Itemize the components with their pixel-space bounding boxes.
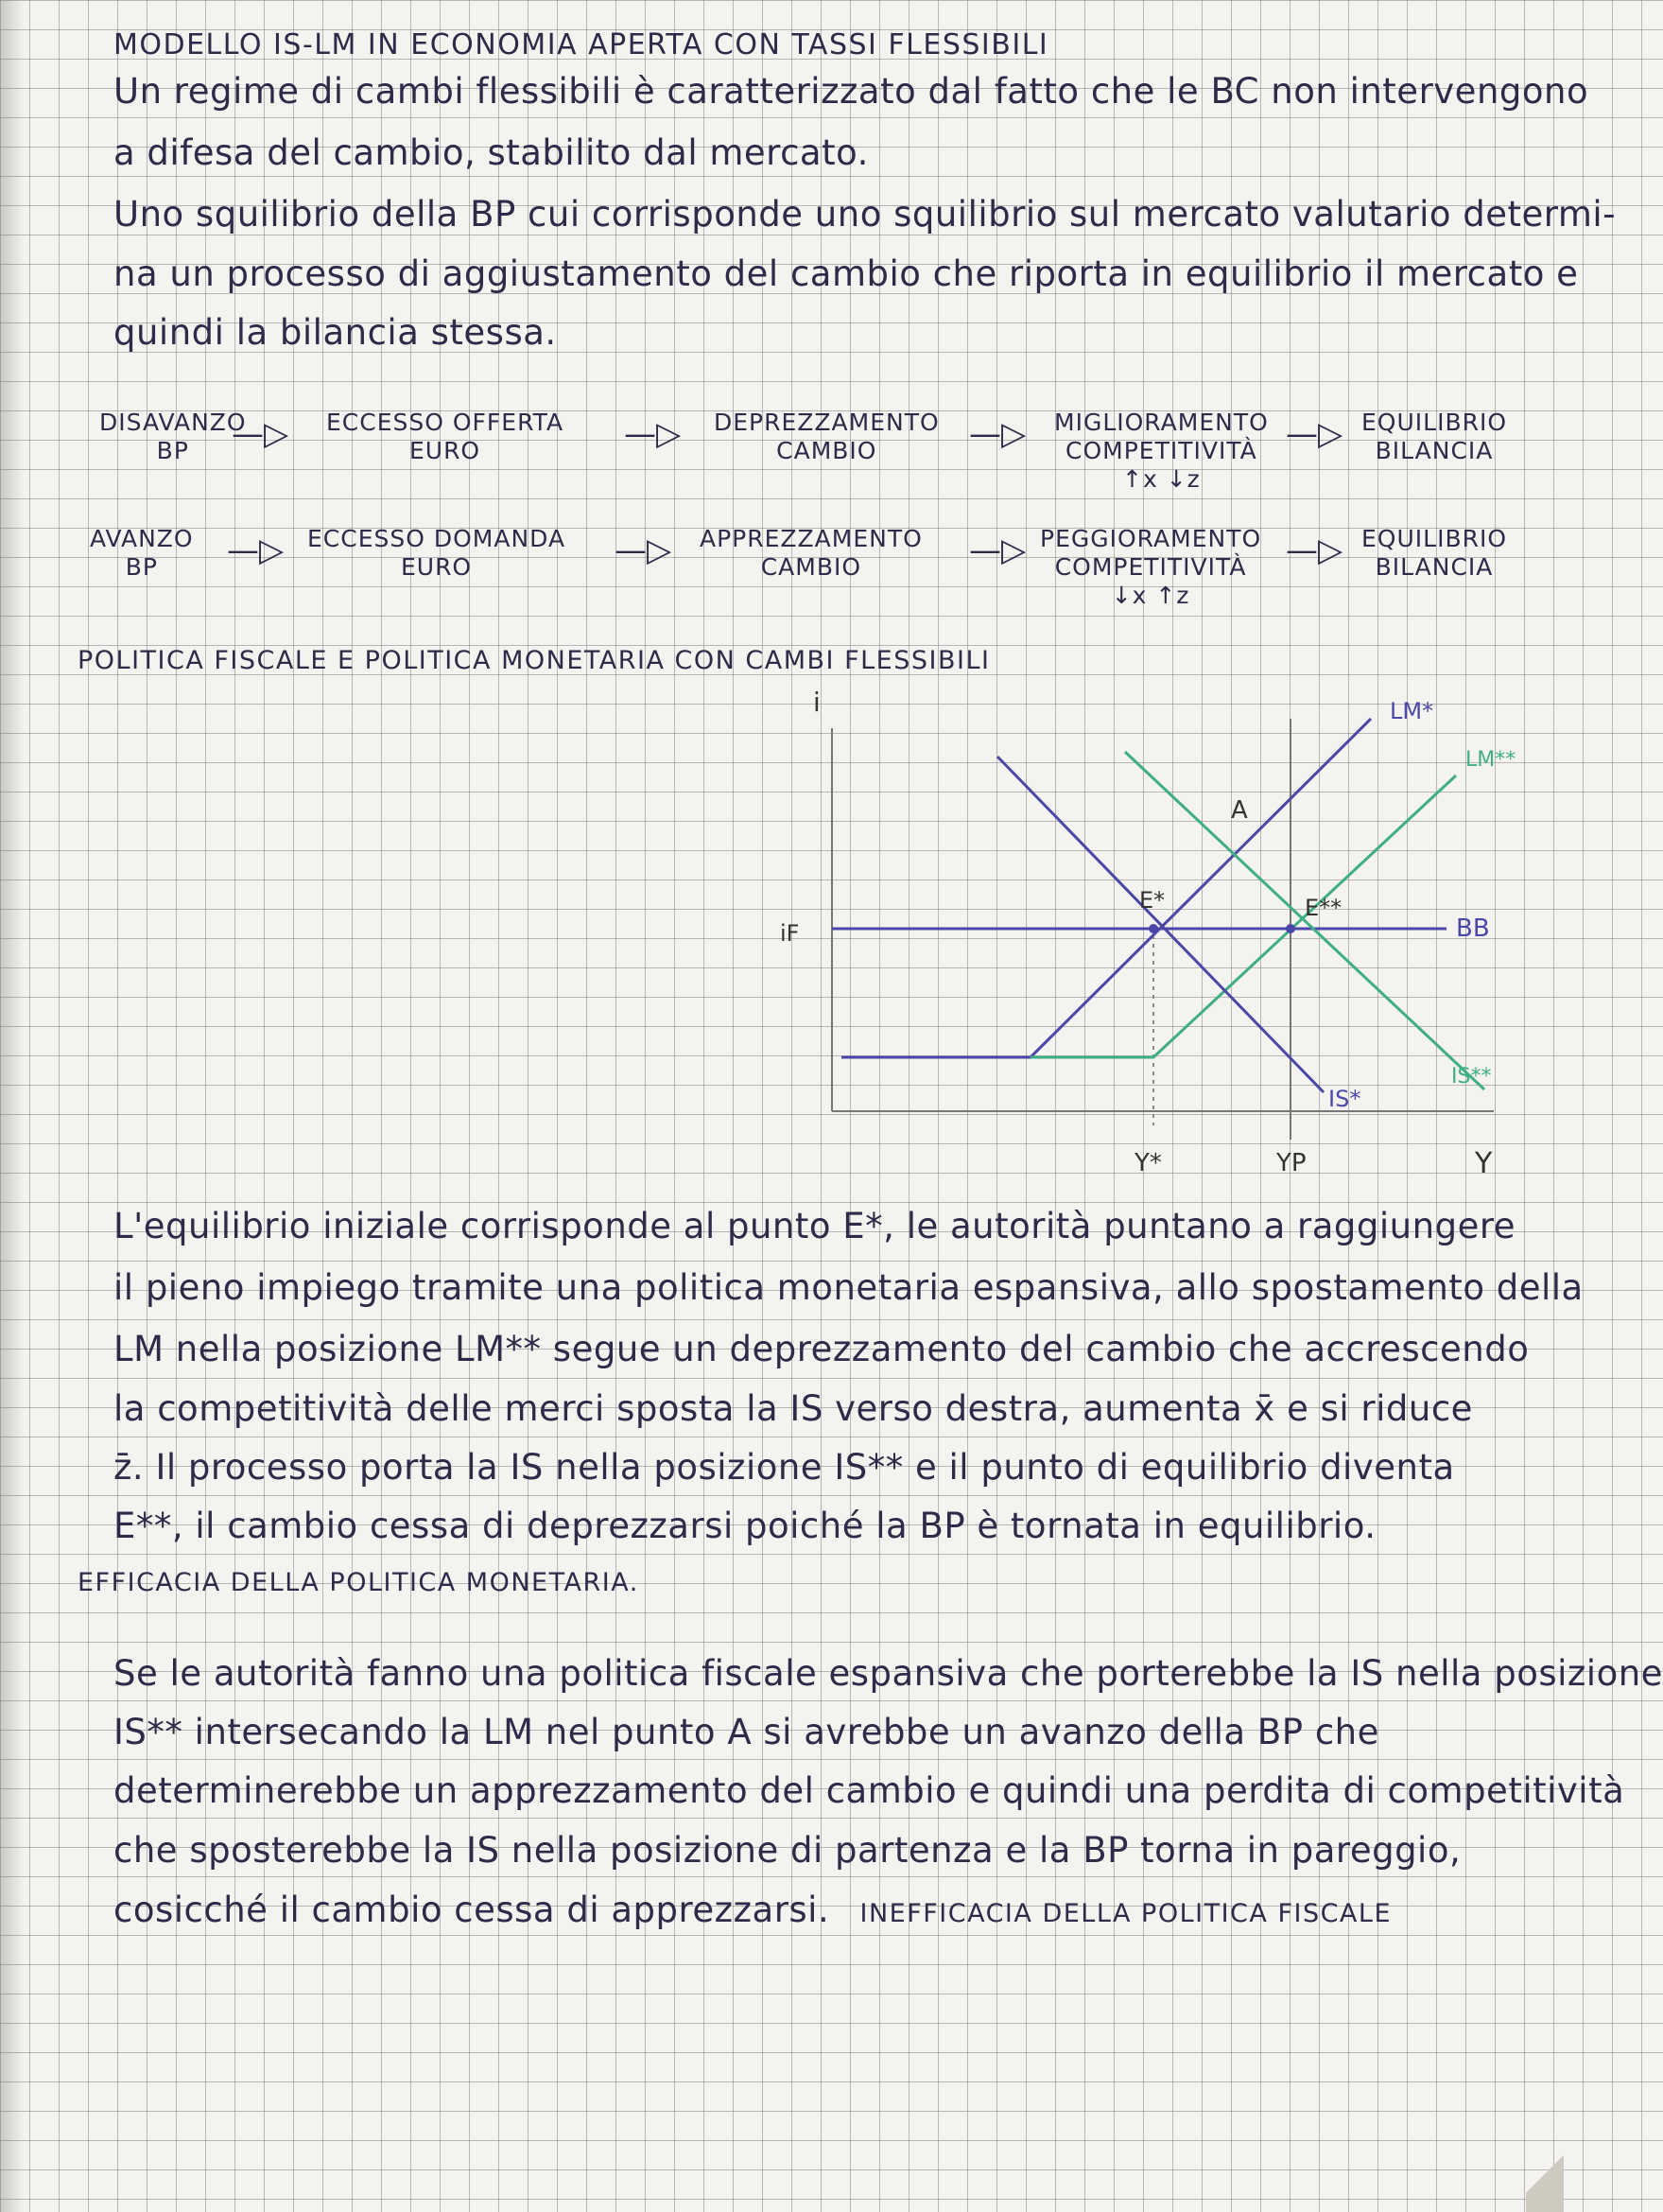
paragraph-line: E**, il cambio cessa di deprezzarsi poiché la BP è tornata in equilibrio. <box>113 1506 1377 1546</box>
paragraph-text: cosicché il cambio cessa di apprezzarsi. <box>113 1890 830 1930</box>
paragraph-line: il pieno impiego tramite una politica monetaria espansiva, allo spostamento della <box>113 1267 1584 1308</box>
margin-shadow <box>0 0 25 2212</box>
flow-step <box>714 409 940 465</box>
paragraph-line: L'equilibrio iniziale corrisponde al punto E*, le autorità puntano a raggiungere <box>113 1206 1516 1246</box>
flow-text: COMPETITIVITÀ <box>1054 553 1247 581</box>
label-lm-2star: LM** <box>1465 748 1516 772</box>
flow-text: CAMBIO <box>776 437 877 464</box>
flow-text: ECCESSO DOMANDA <box>307 525 566 552</box>
label-lm-star: LM* <box>1390 698 1434 724</box>
point-e-2star <box>1286 924 1295 933</box>
torn-corner <box>1526 2136 1564 2212</box>
flow-arrow-icon: —▷ <box>969 531 1027 569</box>
point-e-star <box>1149 924 1158 933</box>
flow-text: BP <box>156 437 189 464</box>
intro-line: na un processo di aggiustamento del cambio che riporta in equilibrio il mercato e <box>113 253 1579 294</box>
flow-arrow-icon: —▷ <box>227 531 285 569</box>
flow-text: PEGGIORAMENTO <box>1040 525 1262 552</box>
paragraph-line: Se le autorità fanno una politica fiscale espansiva che porterebbe la IS nella posizione <box>113 1653 1663 1694</box>
paragraph-line: determinerebbe un apprezzamento del cambio e quindi una perdita di competitività <box>113 1770 1625 1811</box>
flow-step <box>1040 525 1261 610</box>
intro-line: Un regime di cambi flessibili è caratterizzato dal fatto che le BC non intervengono <box>113 71 1589 112</box>
is-lm-diagram <box>780 681 1532 1192</box>
flow-text: MIGLIORAMENTO <box>1054 409 1269 436</box>
flow-text: DEPREZZAMENTO <box>714 409 940 436</box>
paragraph-line: z̄. Il processo porta la IS nella posizione IS** e il punto di equilibrio diventa <box>113 1447 1455 1488</box>
flow-text: BILANCIA <box>1375 437 1494 464</box>
flow-text: AVANZO <box>90 525 194 552</box>
label-yp: YP <box>1276 1149 1307 1177</box>
flow-arrow-icon: —▷ <box>969 415 1027 453</box>
flow-text: EQUILIBRIO <box>1361 409 1508 436</box>
paragraph-line: la competitività delle merci sposta la IS verso destra, aumenta x̄ e si riduce <box>113 1388 1473 1429</box>
flow-text: DISAVANZO <box>99 409 247 436</box>
flow-arrow-icon: —▷ <box>232 415 289 453</box>
flow-start <box>99 409 247 465</box>
flow-text: EURO <box>408 437 481 464</box>
flow-start <box>90 525 194 582</box>
label-y-star: Y* <box>1135 1149 1162 1177</box>
flow-step <box>1054 409 1269 494</box>
flow-text: BILANCIA <box>1375 553 1494 581</box>
flow-step <box>1361 525 1507 582</box>
flow-text: ↑x ↓z <box>1122 465 1201 493</box>
flow-text: EQUILIBRIO <box>1361 525 1508 552</box>
section-title: POLITICA FISCALE E POLITICA MONETARIA CON CAMBI FLESSIBILI <box>78 646 991 675</box>
intro-line: a difesa del cambio, stabilito dal mercato. <box>113 132 869 173</box>
flow-text: APPREZZAMENTO <box>700 525 923 552</box>
flow-step <box>1361 409 1507 465</box>
conclusion-monetary: EFFICACIA DELLA POLITICA MONETARIA. <box>78 1568 639 1597</box>
flow-text: ECCESSO OFFERTA <box>326 409 564 436</box>
page-heading: MODELLO IS-LM IN ECONOMIA APERTA CON TASSI FLESSIBILI <box>113 28 1049 61</box>
flow-arrow-icon: —▷ <box>615 531 672 569</box>
paragraph-line <box>113 1890 1526 1930</box>
paragraph-line: IS** intersecando la LM nel punto A si avrebbe un avanzo della BP che <box>113 1712 1379 1752</box>
flow-text: COMPETITIVITÀ <box>1065 437 1257 464</box>
flow-arrow-icon: —▷ <box>1286 415 1343 453</box>
label-a: A <box>1231 796 1248 825</box>
intro-line: quindi la bilancia stessa. <box>113 312 557 353</box>
flow-step <box>700 525 923 582</box>
label-bb: BB <box>1456 914 1490 943</box>
label-e-star: E* <box>1139 887 1166 914</box>
flow-text: EURO <box>400 553 473 581</box>
label-if: iF <box>780 920 800 947</box>
flow-arrow-icon: —▷ <box>624 415 682 453</box>
flow-step <box>326 409 563 465</box>
x-axis-label: Y <box>1475 1147 1493 1180</box>
flow-text: BP <box>125 553 158 581</box>
label-is-star: IS* <box>1328 1086 1361 1112</box>
paragraph-line: LM nella posizione LM** segue un deprezzamento del cambio che accrescendo <box>113 1329 1530 1369</box>
intro-line: Uno squilibrio della BP cui corrisponde uno squilibrio sul mercato valutario determi- <box>113 194 1617 235</box>
flow-text: CAMBIO <box>760 553 862 581</box>
label-is-2star: IS** <box>1451 1065 1492 1089</box>
flow-text: ↓x ↑z <box>1111 582 1190 609</box>
conclusion-fiscal: INEFFICACIA DELLA POLITICA FISCALE <box>859 1899 1393 1928</box>
flow-arrow-icon: —▷ <box>1286 531 1343 569</box>
flow-step <box>307 525 565 582</box>
label-e-2star: E** <box>1305 895 1343 921</box>
y-axis-label: i <box>813 687 821 718</box>
paragraph-line: che sposterebbe la IS nella posizione di partenza e la BP torna in pareggio, <box>113 1830 1462 1871</box>
